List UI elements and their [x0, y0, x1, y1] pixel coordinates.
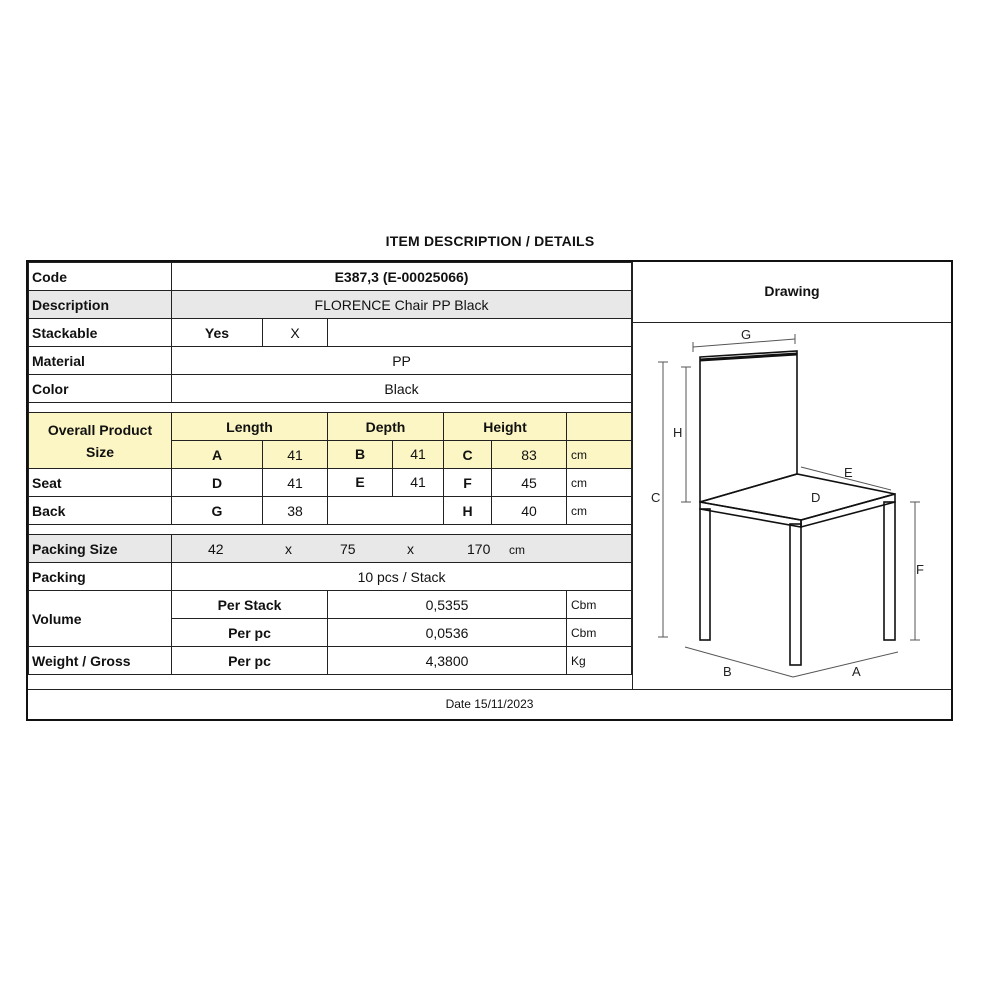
chair-outline [700, 351, 895, 665]
packing-size-depth: 75 [340, 540, 356, 557]
back-label: Back [29, 497, 172, 525]
packing-size-values [172, 535, 632, 563]
dim-a-value: 41 [263, 441, 328, 469]
drawing-label-f: F [916, 562, 924, 577]
dim-line-b [685, 647, 793, 677]
weight-row [29, 647, 632, 675]
material-label: Material [29, 347, 172, 375]
depth-header: Depth [328, 413, 444, 441]
dim-e-label: E [328, 469, 393, 496]
dim-d-value: 41 [263, 469, 328, 497]
drawing-label-a: A [852, 664, 861, 679]
overall-label: Overall Product Size [29, 413, 172, 469]
drawing-label-c: C [651, 490, 661, 505]
dim-f-label: F [444, 469, 492, 497]
stackable-row [29, 319, 632, 347]
color-value: Black [172, 375, 632, 403]
material-row [29, 347, 632, 375]
stackable-empty [328, 319, 632, 347]
dim-f-value: 45 [492, 469, 567, 497]
dim-a-label: A [172, 441, 263, 469]
dim-c-value: 83 [492, 441, 567, 469]
volume-stack-row [29, 591, 632, 619]
packing-size-x2: x [407, 540, 414, 557]
per-stack-value: 0,5355 [328, 591, 567, 619]
page-title: ITEM DESCRIPTION / DETAILS [385, 233, 595, 249]
weight-label: Weight / Gross [29, 647, 172, 675]
packing-size-row [29, 535, 632, 563]
code-value: E387,3 (E-00025066) [172, 263, 632, 291]
drawing-heading: Drawing [632, 262, 951, 323]
overall-empty [567, 413, 632, 441]
stackable-mark: X [263, 319, 328, 347]
overall-unit: cm [567, 441, 632, 469]
weight-unit: Kg [567, 647, 632, 675]
packing-size-height: 170 [467, 540, 491, 557]
drawing-label-d: D [811, 490, 821, 505]
description-value: FLORENCE Chair PP Black [172, 291, 632, 319]
stackable-label: Stackable [29, 319, 172, 347]
weight-per-pc-label: Per pc [172, 647, 328, 675]
description-row [29, 291, 632, 319]
volume-per-pc-value: 0,0536 [328, 619, 567, 647]
dim-h-value: 40 [492, 497, 567, 525]
dim-e-value: 41 [410, 474, 426, 490]
volume-label: Volume [29, 591, 172, 647]
seat-unit: cm [567, 469, 632, 497]
code-row [29, 263, 632, 291]
dim-g-value: 38 [263, 497, 328, 525]
weight-value: 4,3800 [328, 647, 567, 675]
drawing-label-e: E [844, 465, 853, 480]
stackable-yes-label: Yes [172, 319, 263, 347]
drawing-label-g: G [741, 327, 752, 342]
color-row [29, 375, 632, 403]
seat-label: Seat [29, 469, 172, 497]
spec-table [28, 262, 632, 675]
dim-h-label: H [444, 497, 492, 525]
seat-row [29, 469, 632, 497]
drawing-label-b: B [723, 664, 732, 679]
dim-line-a [793, 652, 898, 677]
dim-b-cell [328, 441, 444, 469]
color-label: Color [29, 375, 172, 403]
height-header: Height [444, 413, 567, 441]
code-label: Code [29, 263, 172, 291]
dim-b-label: B [328, 441, 393, 468]
spacer-row [29, 403, 632, 413]
volume-per-pc-label: Per pc [172, 619, 328, 647]
per-stack-unit: Cbm [567, 591, 632, 619]
drawing-area [632, 322, 951, 690]
dim-g-label: G [172, 497, 263, 525]
date-footer: Date 15/11/2023 [28, 689, 951, 719]
packing-size-width: 42 [208, 540, 224, 557]
packing-size-label: Packing Size [29, 535, 172, 563]
overall-header-row [29, 413, 632, 441]
dim-e-cell [328, 469, 444, 497]
description-label: Description [29, 291, 172, 319]
material-value: PP [172, 347, 632, 375]
spacer-row [29, 525, 632, 535]
packing-value: 10 pcs / Stack [172, 563, 632, 591]
per-stack-label: Per Stack [172, 591, 328, 619]
packing-label: Packing [29, 563, 172, 591]
back-row [29, 497, 632, 525]
volume-per-pc-unit: Cbm [567, 619, 632, 647]
drawing-label-h: H [673, 425, 683, 440]
dim-c-label: C [444, 441, 492, 469]
packing-size-unit: cm [509, 542, 525, 557]
back-empty [328, 497, 444, 525]
chair-drawing [633, 322, 952, 692]
packing-row [29, 563, 632, 591]
packing-size-x1: x [285, 540, 292, 557]
dim-d-label: D [172, 469, 263, 497]
back-unit: cm [567, 497, 632, 525]
length-header: Length [172, 413, 328, 441]
spec-sheet [26, 260, 953, 721]
dim-b-value: 41 [410, 446, 426, 462]
